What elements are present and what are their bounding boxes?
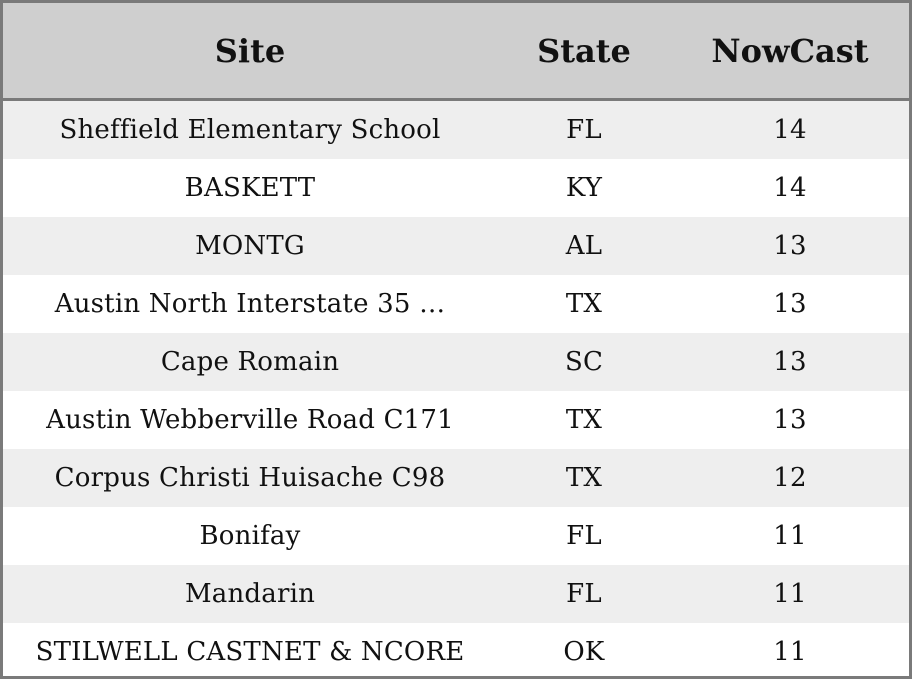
table-row[interactable] bbox=[3, 159, 909, 217]
cell-nowcast: 14 bbox=[773, 115, 807, 145]
cell-site: Sheffield Elementary School bbox=[59, 115, 441, 145]
cell-nowcast: 13 bbox=[773, 405, 807, 435]
cell-state: KY bbox=[565, 173, 603, 203]
header-site[interactable]: Site bbox=[214, 31, 286, 70]
table-row[interactable] bbox=[3, 565, 909, 623]
header-nowcast[interactable]: NowCast bbox=[711, 31, 869, 70]
cell-site: Corpus Christi Huisache C98 bbox=[54, 463, 446, 493]
cell-state: AL bbox=[565, 231, 603, 261]
cell-nowcast: 12 bbox=[773, 463, 807, 493]
cell-nowcast: 13 bbox=[773, 347, 807, 377]
table-row[interactable] bbox=[3, 507, 909, 565]
cell-state: FL bbox=[566, 115, 602, 145]
cell-site: Austin North Interstate 35 … bbox=[54, 289, 446, 319]
cell-nowcast: 14 bbox=[773, 173, 807, 203]
cell-nowcast: 11 bbox=[773, 637, 807, 667]
table-row[interactable] bbox=[3, 101, 909, 159]
cell-state: TX bbox=[565, 463, 603, 493]
table-row[interactable] bbox=[3, 449, 909, 507]
cell-nowcast: 11 bbox=[773, 521, 807, 551]
cell-site: Mandarin bbox=[184, 579, 316, 609]
cell-state: SC bbox=[564, 347, 604, 377]
cell-state: FL bbox=[566, 521, 602, 551]
cell-state: FL bbox=[566, 579, 602, 609]
cell-state: TX bbox=[565, 405, 603, 435]
table-body bbox=[3, 101, 909, 679]
cell-state: TX bbox=[565, 289, 603, 319]
table-row[interactable] bbox=[3, 217, 909, 275]
cell-site: BASKETT bbox=[184, 173, 316, 203]
header-state[interactable]: State bbox=[537, 31, 631, 70]
table-row[interactable] bbox=[3, 275, 909, 333]
cell-site: Austin Webberville Road C171 bbox=[46, 405, 454, 435]
cell-nowcast: 13 bbox=[773, 231, 807, 261]
table-header bbox=[3, 3, 909, 101]
cell-nowcast: 13 bbox=[773, 289, 807, 319]
cell-site: Cape Romain bbox=[160, 347, 340, 377]
table-row[interactable] bbox=[3, 391, 909, 449]
cell-site: STILWELL CASTNET & NCORE bbox=[35, 637, 465, 667]
table-row[interactable] bbox=[3, 623, 909, 679]
table-row[interactable] bbox=[3, 333, 909, 391]
cell-site: Bonifay bbox=[199, 521, 301, 551]
cell-nowcast: 11 bbox=[773, 579, 807, 609]
cell-state: OK bbox=[563, 637, 605, 667]
cell-site: MONTG bbox=[195, 231, 305, 261]
